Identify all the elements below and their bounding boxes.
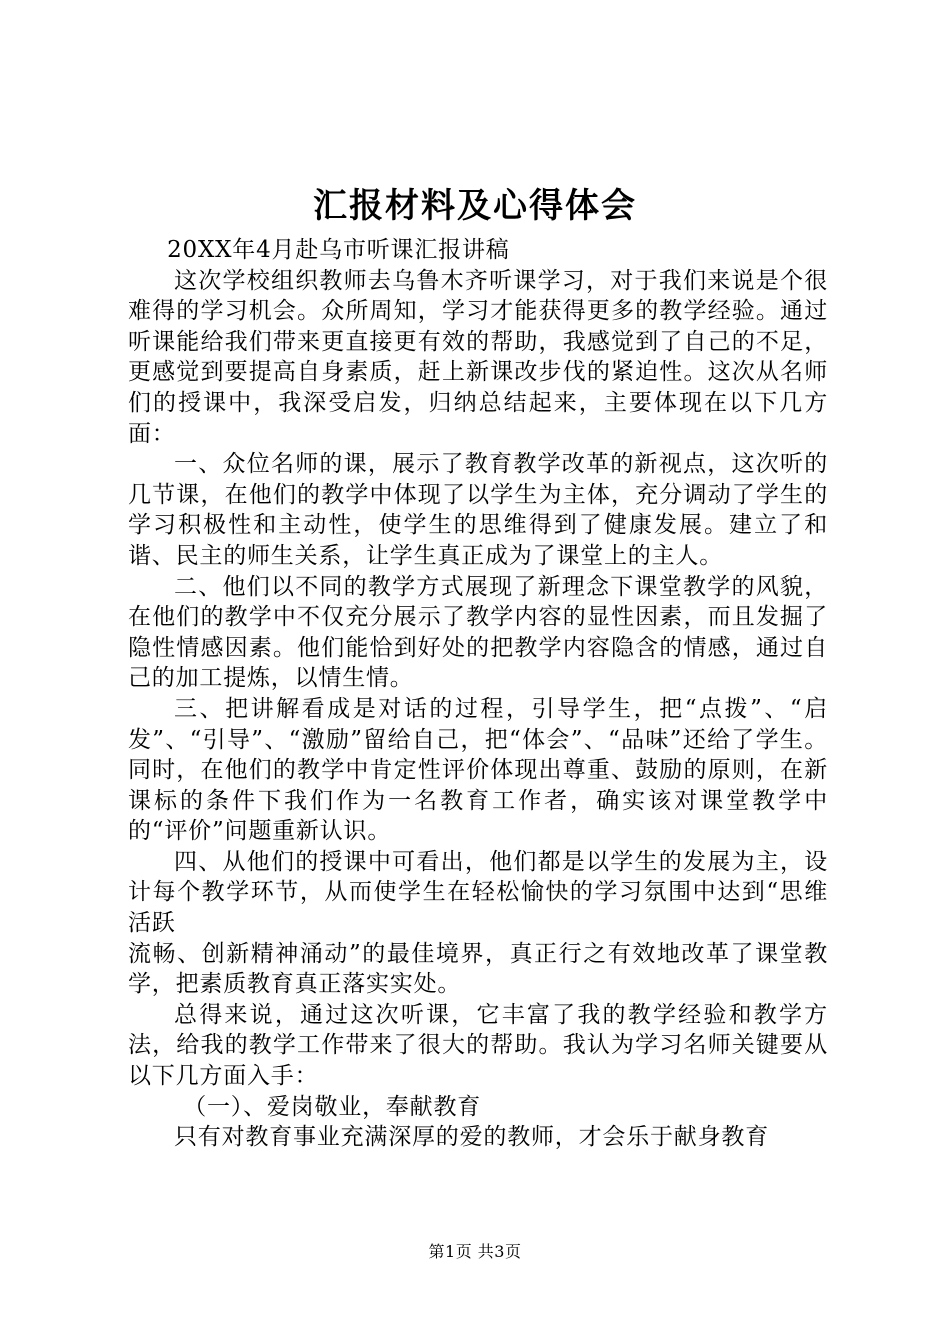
paragraph-summary: 总得来说，通过这次听课，它丰富了我的教学经验和教学方法，给我的教学工作带来了很大的帮助。我认为学习名师关键要从以下几方面入手：: [128, 1001, 828, 1090]
paragraph-point-1: 一、众位名师的课，展示了教育教学改革的新视点，这次听的几节课，在他们的教学中体现了以学生为主体，充分调动了学生的学习积极性和主动性，使学生的思维得到了健康发展。建立了和谐、民主的师生关系，让学生真正成为了课堂上的主人。: [128, 451, 828, 569]
paragraph-heading-1: （一）、爱岗敬业，奉献教育: [183, 1093, 482, 1120]
paragraph-point-4-continued: 流畅、创新精神涌动”的最佳境界，真正行之有效地改革了课堂教学，把素质教育真正落实实处。: [128, 940, 828, 998]
document-body: [128, 235, 828, 1153]
paragraph-subtitle: 20XX年4月赴乌市听课汇报讲稿: [167, 237, 510, 263]
document-title: 汇报材料及心得体会: [313, 186, 637, 226]
paragraph-intro: 这次学校组织教师去乌鲁木齐听课学习，对于我们来说是个很难得的学习机会。众所周知，学习才能获得更多的教学经验。通过听课能给我们带来更直接更有效的帮助，我感觉到了自己的不足，更感觉到要提高自身素质，赶上新课改步伐的紧迫性。这次从名师们的授课中，我深受启发，归纳总结起来，主要体现在以下几方面：: [128, 267, 828, 447]
paragraph-heading-1-text: 只有对教育事业充满深厚的爱的教师，才会乐于献身教育: [174, 1124, 769, 1151]
paragraph-point-2: 二、他们以不同的教学方式展现了新理念下课堂教学的风貌，在他们的教学中不仅充分展示了教学内容的显性因素，而且发掘了隐性情感因素。他们能恰到好处的把教学内容隐含的情感，通过自己的加工提炼，以情生情。: [128, 573, 828, 692]
paragraph-point-4: 四、从他们的授课中可看出，他们都是以学生的发展为主，设计每个教学环节，从而使学生在轻松愉快的学习氛围中达到“思维活跃: [128, 848, 828, 937]
page-footer: 第1页 共3页: [428, 1242, 522, 1261]
paragraph-point-3: 三、把讲解看成是对话的过程，引导学生，把“点拨”、“启发”、“引导”、“激励”留给自己，把“体会”、“品味”还给了学生。同时，在他们的教学中肯定性评价体现出尊重、鼓励的原则，在新课标的条件下我们作为一名教育工作者，确实该对课堂教学中的“评价”问题重新认识。: [128, 695, 828, 845]
